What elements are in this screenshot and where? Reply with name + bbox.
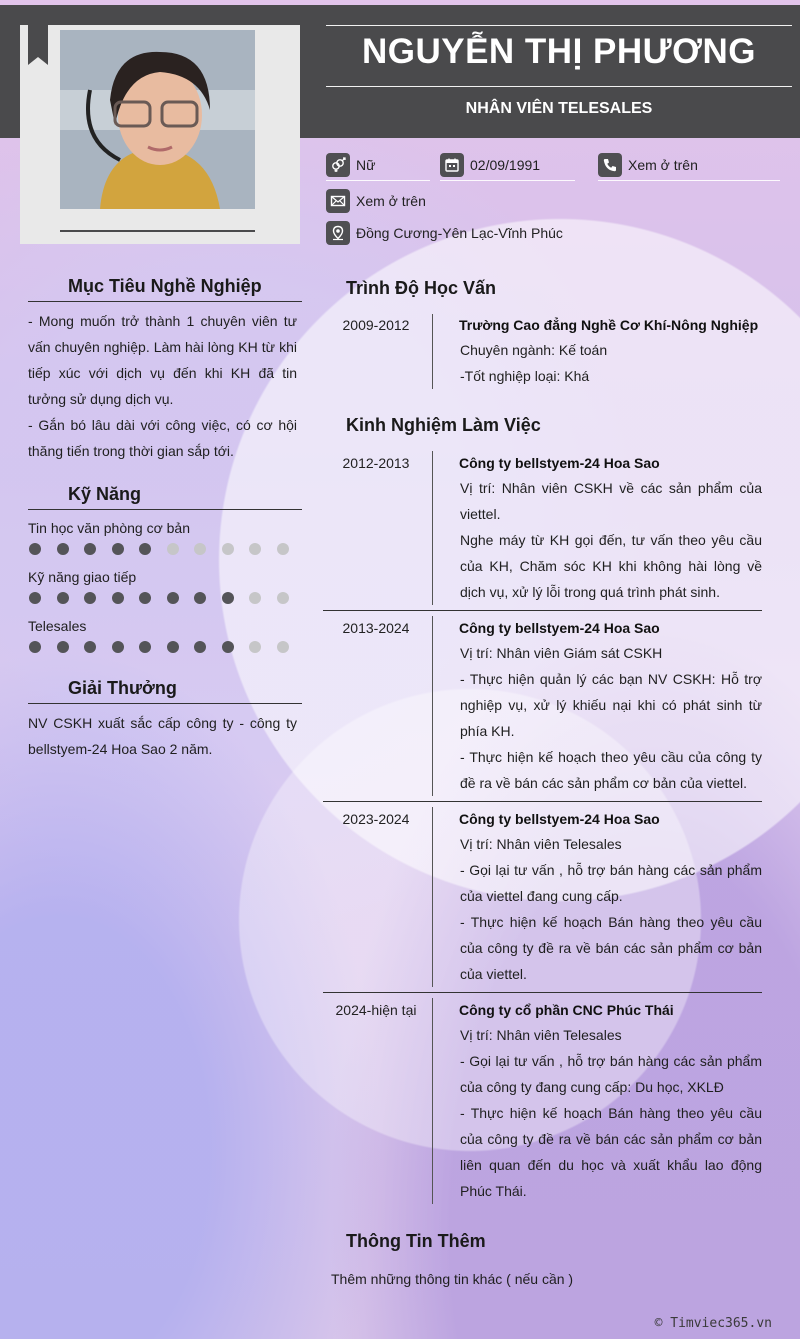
contact-email [326, 189, 426, 213]
contact-gender [326, 153, 375, 177]
email-value: Xem ở trên [356, 193, 426, 209]
experience-details [460, 1022, 762, 1204]
skill-dot [222, 592, 234, 604]
skill-dot [29, 592, 41, 604]
experience-timeline [432, 616, 433, 796]
name-bottom-rule [326, 86, 792, 87]
experience-line: Nghe máy từ KH gọi đến, tư vấn theo yêu cầu của KH, Chăm sóc KH khi không hài lòng về dịch vụ, xử lý lỗi trong quá trình phát sinh. [460, 532, 762, 600]
photo-underline [60, 230, 255, 232]
address-value: Đồng Cương-Yên Lạc-Vĩnh Phúc [356, 225, 563, 241]
skill-name: Telesales [28, 618, 87, 634]
awards-rule [28, 703, 302, 704]
skill-rating [29, 543, 304, 555]
skill-name: Kỹ năng giao tiếp [28, 569, 137, 585]
location-pin-icon [326, 221, 350, 245]
education-details [460, 337, 762, 389]
experience-timeline [432, 807, 433, 987]
experience-line: - Thực hiện kế hoạch Bán hàng theo yêu cầu của công ty đề ra về bán các sản phẩm cơ bản của viettel. [460, 914, 762, 982]
experience-timeline [432, 451, 433, 605]
avatar-photo [60, 30, 255, 209]
education-line: -Tốt nghiệp loại: Khá [460, 368, 590, 384]
job-title: NHÂN VIÊN TELESALES [465, 100, 653, 117]
experience-line: Vị trí: Nhân viên CSKH về các sản phẩm của viettel. [460, 480, 762, 522]
experience-details [460, 831, 762, 987]
education-title: Trình Độ Học Vấn [346, 278, 497, 298]
experience-line: - Gọi lại tư vấn , hỗ trợ bán hàng các sản phẩm của công ty đang cung cấp: Du học, XKLĐ [460, 1053, 762, 1095]
phone-value: Xem ở trên [628, 157, 698, 173]
skill-dot [277, 641, 289, 653]
skill-rating [29, 592, 304, 604]
education-timeline [432, 314, 433, 389]
skill-dot [57, 543, 69, 555]
skill-rating [29, 641, 304, 653]
skill-dot [84, 592, 96, 604]
experience-line: Vị trí: Nhân viên Telesales [460, 1027, 622, 1043]
phone-underline [598, 180, 780, 181]
experience-divider [323, 801, 762, 802]
experience-line: Vị trí: Nhân viên Giám sát CSKH [460, 645, 663, 661]
skill-dot [84, 641, 96, 653]
contact-birthday [440, 153, 540, 177]
calendar-icon [440, 153, 464, 177]
experience-divider [323, 610, 762, 611]
education-school: Trường Cao đẳng Nghề Cơ Khí-Nông Nghiệp [459, 317, 759, 333]
experience-details [460, 640, 762, 796]
awards-text: NV CSKH xuất sắc cấp công ty - công ty bellstyem-24 Hoa Sao 2 năm. [28, 715, 297, 757]
experience-period: 2013-2024 [342, 620, 410, 636]
skill-dot [222, 641, 234, 653]
skill-dot [112, 543, 124, 555]
skill-dot [222, 543, 234, 555]
contact-phone [598, 153, 698, 177]
additional-title: Thông Tin Thêm [346, 1231, 486, 1251]
experience-line: - Thực hiện quản lý các bạn NV CSKH: Hỗ trợ nghiệp vụ, xử lý khiếu nại khi có phát sinh từ phía KH. [460, 671, 762, 739]
contact-address [326, 221, 563, 245]
experience-details [460, 475, 762, 605]
objective-title: Mục Tiêu Nghề Nghiệp [68, 276, 262, 296]
experience-line: Vị trí: Nhân viên Telesales [460, 836, 622, 852]
experience-period: 2024-hiện tại [335, 1002, 417, 1018]
skills-title: Kỹ Năng [68, 484, 142, 504]
experience-line: - Thực hiện kế hoạch theo yêu cầu của công ty đề ra về bán các sản phẩm cơ bản của viettel. [460, 749, 762, 791]
skill-dot [167, 592, 179, 604]
objective-rule [28, 301, 302, 302]
experience-company: Công ty bellstyem-24 Hoa Sao [459, 811, 660, 827]
skill-dot [277, 543, 289, 555]
envelope-icon [326, 189, 350, 213]
skill-dot [167, 543, 179, 555]
skill-dot [249, 592, 261, 604]
experience-title: Kinh Nghiệm Làm Việc [346, 415, 541, 435]
skill-dot [29, 641, 41, 653]
skill-dot [139, 543, 151, 555]
skill-dot [29, 543, 41, 555]
skill-dot [194, 641, 206, 653]
gender-icon [326, 153, 350, 177]
birthday-underline [440, 180, 575, 181]
experience-divider [323, 992, 762, 993]
gender-underline [326, 180, 430, 181]
skill-dot [277, 592, 289, 604]
skill-dot [112, 641, 124, 653]
experience-company: Công ty bellstyem-24 Hoa Sao [459, 620, 660, 636]
experience-line: - Thực hiện kế hoạch Bán hàng theo yêu cầu của công ty đề ra về bán các sản phẩm cơ bản liên quan đến du học và xuất khẩu lao động Phúc Thái. [460, 1105, 762, 1199]
education-line: Chuyên ngành: Kế toán [460, 342, 608, 358]
additional-text: Thêm những thông tin khác ( nếu cần ) [331, 1271, 574, 1287]
skills-rule [28, 509, 302, 510]
skill-dot [167, 641, 179, 653]
skill-dot [194, 592, 206, 604]
skill-dot [194, 543, 206, 555]
experience-period: 2023-2024 [342, 811, 410, 827]
awards-title: Giải Thưởng [68, 678, 177, 698]
watermark: © Timviec365.vn [654, 1316, 772, 1331]
experience-company: Công ty cổ phần CNC Phúc Thái [459, 1002, 674, 1018]
gender-value: Nữ [356, 157, 376, 173]
phone-icon [598, 153, 622, 177]
experience-timeline [432, 998, 433, 1204]
skill-dot [249, 543, 261, 555]
skill-dot [57, 592, 69, 604]
education-period: 2009-2012 [342, 317, 410, 333]
objective-text-1: - Mong muốn trở thành 1 chuyên viên tư vấn chuyên nghiệp. Làm hài lòng KH từ khi tiếp xúc với dịch vụ đến khi KH đã tin tưởng sử dụng dịch vụ. [28, 313, 297, 407]
skill-dot [84, 543, 96, 555]
experience-company: Công ty bellstyem-24 Hoa Sao [459, 455, 660, 471]
candidate-name: NGUYỄN THỊ PHƯƠNG [361, 32, 757, 71]
skill-dot [112, 592, 124, 604]
experience-line: - Gọi lại tư vấn , hỗ trợ bán hàng các sản phẩm của viettel đang cung cấp. [460, 862, 762, 904]
objective-text-2: - Gắn bó lâu dài với công việc, có cơ hội thăng tiến trong thời gian sắp tới. [28, 417, 297, 459]
experience-period: 2012-2013 [342, 455, 410, 471]
skill-dot [249, 641, 261, 653]
birthday-value: 02/09/1991 [470, 157, 541, 173]
skill-name: Tin học văn phòng cơ bản [28, 520, 190, 536]
skill-dot [139, 641, 151, 653]
name-top-rule [326, 25, 792, 26]
skill-dot [139, 592, 151, 604]
skill-dot [57, 641, 69, 653]
